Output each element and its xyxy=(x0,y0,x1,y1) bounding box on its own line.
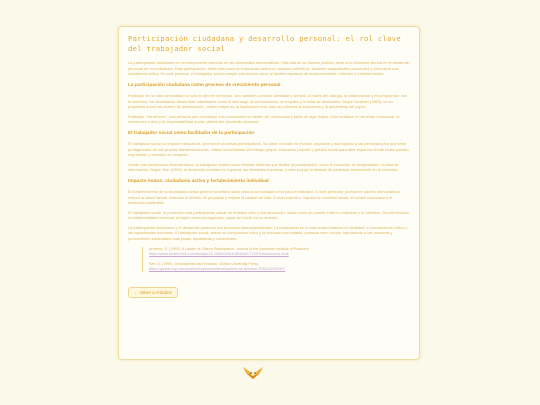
reference-text: Sen, A. (1999). Development as Freedom. Oxford University Press. xyxy=(149,261,259,266)
section-3-paragraph-3: La participación ciudadana y el desarrollo personal son procesos interdependientes. La implicación en la vida social fortalece la identidad, el pensamiento crítico y las capacidades humanas. El trabajador social, desde su compromiso ético y su enfoque comunitario, potencia este vínculo, impulsando a las personas y promoviendo sociedades más justas, equitativas y conscientes. xyxy=(128,224,408,242)
fox-logo-icon[interactable] xyxy=(241,366,265,380)
section-heading-1: La participación ciudadana como proceso de crecimiento personal xyxy=(128,82,281,88)
reference-item xyxy=(149,247,410,257)
section-3-paragraph-2: El trabajador social, al promover esta participación desde un enfoque ético y transformador, actúa como un puente entre lo individual y lo colectivo. Su intervención no asistencialista reconoce al sujeto como protagonista, capaz de incidir en su entorno. xyxy=(128,209,410,221)
article-intro: La participación ciudadana es un componente esencial en las sociedades democráticas. Más allá de su función política, tiene una influencia directa en el desarrollo personal de los individuos. Esta participación, entendida como la implicación activa en asuntos colectivos, fortalece capacidades personales y promueve una ciudadanía crítica. En este proceso, el trabajador social cumple una función clave al facilitar espacios de involucramiento, reflexión y transformación. xyxy=(128,60,410,77)
section-1-paragraph-2: Participar "transforma": una persona que contribuye a su comunidad se siente útil, reconocida y parte de algo mayor. Esto fortalece el bienestar emocional, la conciencia crítica y la responsabilidad social, pilares del desarrollo personal. xyxy=(128,113,400,125)
reference-text: Arnstein, S. (1969). A Ladder of Citizen Participation. Journal of the American Institute of Planners. xyxy=(149,246,310,251)
reference-item xyxy=(149,262,410,272)
section-2-paragraph-2: Desde una perspectiva emancipadora, el trabajador social busca eliminar barreras que limitan la participación, como la exclusión, la desigualdad o la falta de información. Según Sen (1999), el desarrollo consiste en expandir las libertades humanas, y esto incluye la libertad de participar activamente en la sociedad. xyxy=(128,161,399,173)
section-2-paragraph-1: El trabajador social no impone estructuras, promueve procesos participativos. Su labor consiste en motivar, organizar y acompañar a las personas para que sean protagonistas de sus propias transformaciones. Utiliza herramientas del trabajo grupal, educación popular y gestión social para abrir espacios donde todas puedan expresarse y construir en conjunto. xyxy=(128,140,409,158)
reference-link[interactable]: https://global.oup.com/academic/product/development-as-freedom-9780192893307 xyxy=(149,266,286,271)
article-card xyxy=(118,26,420,360)
section-3-paragraph-1: El fortalecimiento de la ciudadanía activa genera beneficios tanto para la comunidad como para el individuo. A nivel personal, promueve valores democráticos, mejora la salud mental, estimula el sentido de propósito y mejora la calidad de vida. A nivel colectivo, impulsa la cohesión social, el control ciudadano y el desarrollo sostenible. xyxy=(128,188,402,206)
section-heading-2: El trabajador social como facilitador de la participación xyxy=(128,130,255,136)
references-list xyxy=(142,247,410,272)
reference-link[interactable]: https://www.tandfonline.com/doi/abs/10.1080/01944366908977225?needAccess=true xyxy=(149,251,289,256)
article-title: Participación ciudadana y desarrollo personal: el rol clave del trabajador social xyxy=(128,34,402,53)
section-heading-3: Impacto mutuo: ciudadanía activa y fortalecimiento individual xyxy=(128,178,269,184)
section-1-paragraph-1: Participar en la vida comunitaria no solo es ejercer derechos, sino también construir identidad y sentido. A través del diálogo, la colaboración y el compromiso con lo colectivo, los ciudadanos desarrollan habilidades como el liderazgo, la comunicación, la empatía y la toma de decisiones. Según Arnstein (1969), en su propuesta sobre los niveles de participación, cuanto mayor es la implicación real, más se potencia la autonomía y la autoestima del sujeto. xyxy=(128,92,407,110)
back-to-articles-button[interactable]: ← Volver a Artículos xyxy=(128,287,178,298)
